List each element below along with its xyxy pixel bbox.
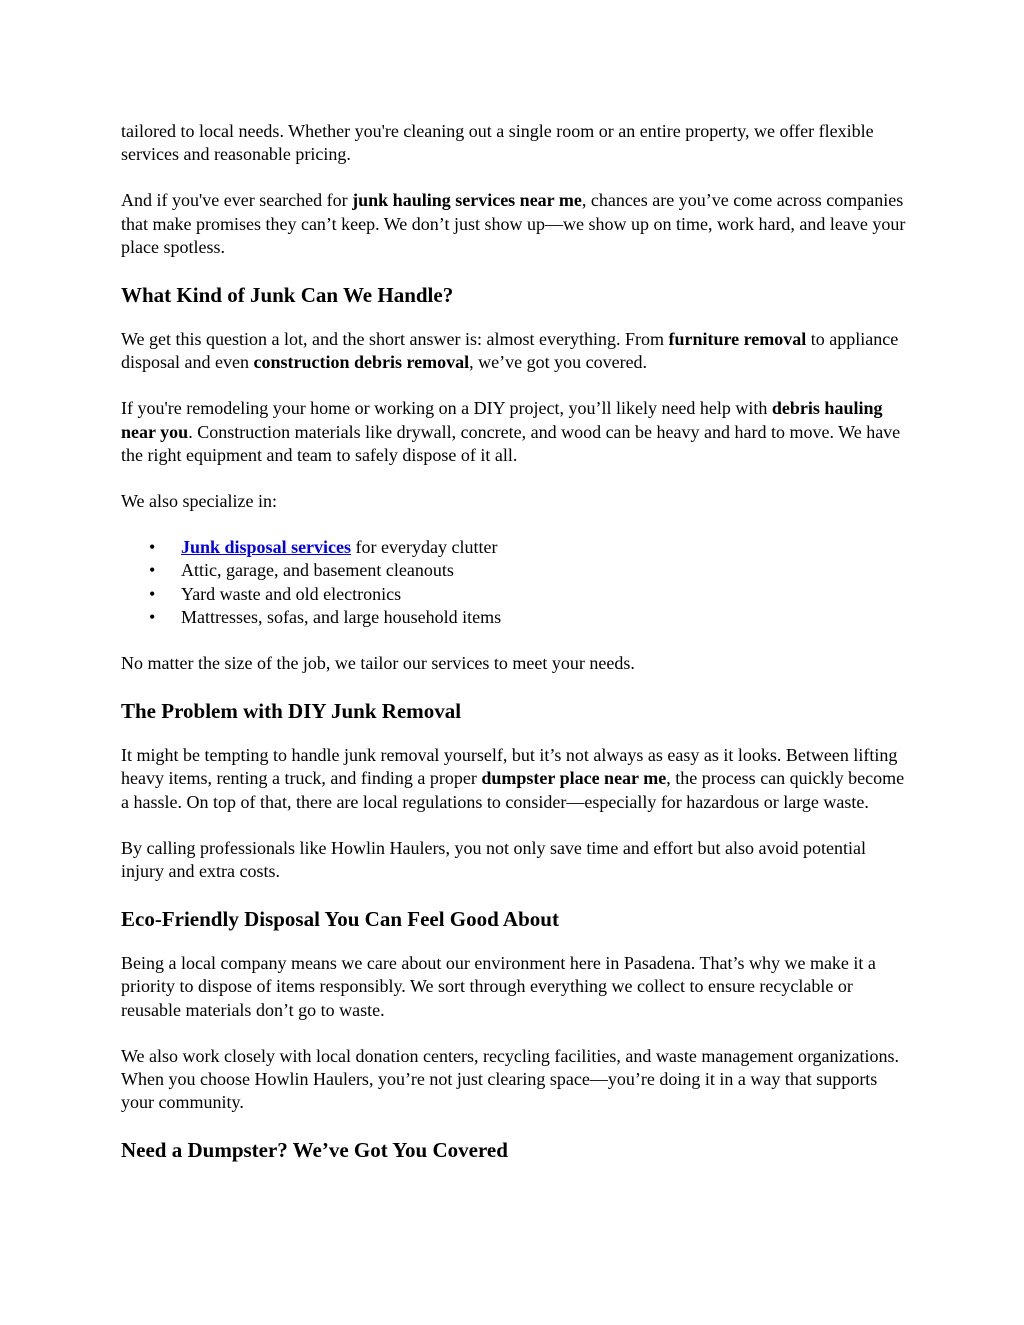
keyword-junk-hauling: junk hauling services near me <box>352 190 582 211</box>
body-text: It might be tempting to handle junk removal yourself, but it’s not always as easy as it looks. Between lifting heavy items, renting a truck, and finding a proper <box>121 745 898 789</box>
list-item: • Mattresses, sofas, and large household items <box>181 606 911 629</box>
intro-paragraph-2 <box>121 189 911 259</box>
intro-text: tailored to local needs. Whether you're cleaning out a single room or an entire property, we offer flexible services and reasonable pricing. <box>121 121 874 165</box>
heading-diy-problem: The Problem with DIY Junk Removal <box>121 699 462 724</box>
section2-paragraph-1 <box>121 744 911 814</box>
intro-text: , chances are you’ve come across companies that make promises they can’t keep. We don’t just show up—we show up on time, work hard, and leave your place spotless. <box>121 190 906 257</box>
list-item <box>181 536 911 559</box>
document-page <box>121 120 911 1183</box>
intro-text: And if you've ever searched for <box>121 190 353 211</box>
section1-paragraph-1 <box>121 328 911 374</box>
specialties-list <box>121 536 911 629</box>
section1-paragraph-3: We also specialize in: <box>121 491 277 512</box>
body-text: If you're remodeling your home or working on a DIY project, you’ll likely need help with <box>121 398 772 419</box>
heading-eco-friendly: Eco-Friendly Disposal You Can Feel Good About <box>121 907 559 932</box>
keyword-furniture-removal: furniture removal <box>668 329 807 350</box>
keyword-construction-debris: construction debris removal <box>253 352 470 373</box>
keyword-debris-hauling: debris hauling near you <box>121 398 883 442</box>
body-text: , we’ve got you covered. <box>469 352 648 373</box>
heading-need-dumpster: Need a Dumpster? We’ve Got You Covered <box>121 1138 508 1163</box>
section2-paragraph-2: By calling professionals like Howlin Haulers, you not only save time and effort but also avoid potential injury and extra costs. <box>121 837 867 882</box>
intro-paragraph-1 <box>121 120 911 166</box>
list-item: • Attic, garage, and basement cleanouts <box>181 559 911 582</box>
list-item-text: for everyday clutter <box>351 537 498 558</box>
body-text: to appliance disposal and even <box>121 329 899 373</box>
section3-paragraph-2: We also work closely with local donation centers, recycling facilities, and waste management organizations. When you choose Howlin Haulers, you’re not just clearing space—you’re doing it in a way that supports your community. <box>121 1045 899 1113</box>
body-text: , the process can quickly become a hassle. On top of that, there are local regulations to consider—especially for hazardous or large waste. <box>121 768 905 812</box>
keyword-dumpster-place: dumpster place near me <box>481 768 667 789</box>
junk-disposal-services-link[interactable]: Junk disposal services <box>181 537 352 558</box>
section1-paragraph-4: No matter the size of the job, we tailor our services to meet your needs. <box>121 653 635 674</box>
list-item: • Yard waste and old electronics <box>181 583 911 606</box>
heading-junk-we-handle: What Kind of Junk Can We Handle? <box>121 283 454 308</box>
section1-paragraph-2 <box>121 397 911 467</box>
section3-paragraph-1: Being a local company means we care about our environment here in Pasadena. That’s why we make it a priority to dispose of items responsibly. We sort through everything we collect to ensure recyclable or reusable materials don’t go to waste. <box>121 953 876 1020</box>
body-text: . Construction materials like drywall, concrete, and wood can be heavy and hard to move. We have the right equipment and team to safely dispose of it all. <box>121 421 901 465</box>
body-text: We get this question a lot, and the short answer is: almost everything. From <box>121 329 669 350</box>
